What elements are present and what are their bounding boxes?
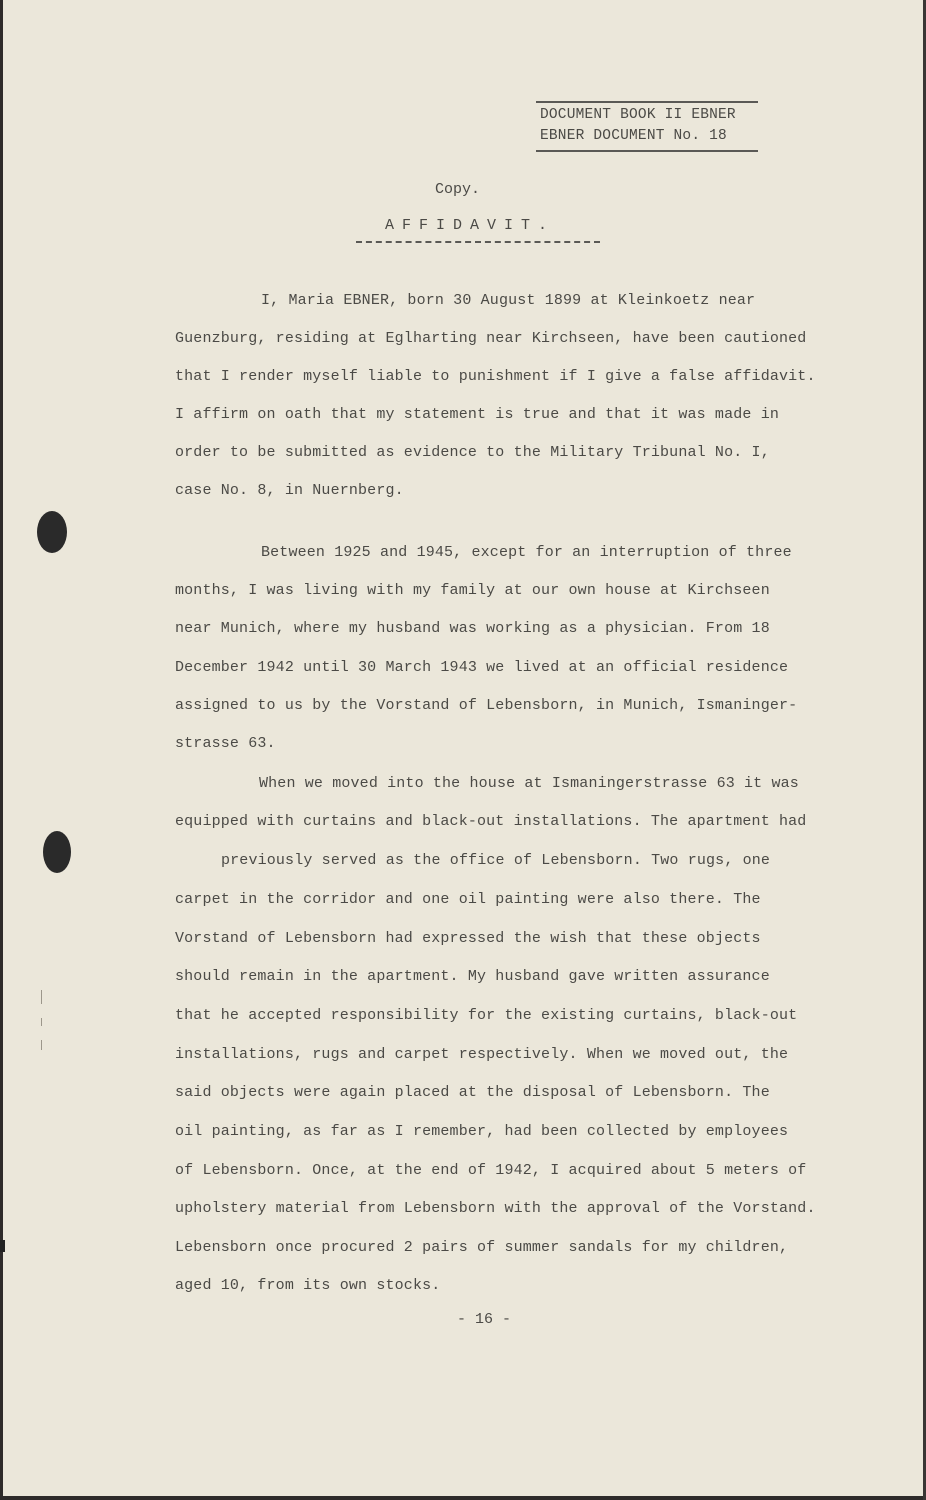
body-line: previously served as the office of Lebensborn. Two rugs, one bbox=[221, 852, 771, 869]
margin-mark bbox=[41, 1040, 42, 1050]
body-line: strasse 63. bbox=[175, 735, 276, 752]
body-line: Guenzburg, residing at Eglharting near Kirchseen, have been cautioned bbox=[175, 330, 807, 347]
body-line: Vorstand of Lebensborn had expressed the wish that these objects bbox=[175, 930, 761, 947]
margin-mark bbox=[41, 990, 42, 1004]
copy-label: Copy. bbox=[435, 181, 481, 198]
document-book-label: DOCUMENT BOOK II EBNER bbox=[540, 107, 736, 123]
page-number: - 16 - bbox=[457, 1311, 512, 1328]
body-line: aged 10, from its own stocks. bbox=[175, 1277, 441, 1294]
body-line: said objects were again placed at the disposal of Lebensborn. The bbox=[175, 1084, 770, 1101]
punch-hole bbox=[37, 511, 67, 553]
edge-mark bbox=[0, 1240, 5, 1252]
punch-hole bbox=[43, 831, 71, 873]
body-line: I, Maria EBNER, born 30 August 1899 at Kleinkoetz near bbox=[261, 292, 756, 309]
body-line: near Munich, where my husband was working as a physician. From 18 bbox=[175, 620, 770, 637]
body-line: that he accepted responsibility for the existing curtains, black-out bbox=[175, 1007, 798, 1024]
body-line: Between 1925 and 1945, except for an interruption of three bbox=[261, 544, 792, 561]
body-line: case No. 8, in Nuernberg. bbox=[175, 482, 404, 499]
body-line: order to be submitted as evidence to the Military Tribunal No. I, bbox=[175, 444, 770, 461]
body-line: months, I was living with my family at our own house at Kirchseen bbox=[175, 582, 770, 599]
document-title: AFFIDAVIT. bbox=[385, 217, 556, 234]
body-line: carpet in the corridor and one oil painting were also there. The bbox=[175, 891, 761, 908]
body-line: I affirm on oath that my statement is true and that it was made in bbox=[175, 406, 779, 423]
margin-mark bbox=[41, 1018, 42, 1026]
document-number-label: EBNER DOCUMENT No. 18 bbox=[540, 128, 727, 144]
body-line: oil painting, as far as I remember, had been collected by employees bbox=[175, 1123, 789, 1140]
body-line: upholstery material from Lebensborn with the approval of the Vorstand. bbox=[175, 1200, 816, 1217]
document-page bbox=[3, 0, 923, 1496]
body-line: of Lebensborn. Once, at the end of 1942, I acquired about 5 meters of bbox=[175, 1162, 807, 1179]
body-line: Lebensborn once procured 2 pairs of summer sandals for my children, bbox=[175, 1239, 789, 1256]
body-line: When we moved into the house at Ismaningerstrasse 63 it was bbox=[259, 775, 799, 792]
body-line: installations, rugs and carpet respectively. When we moved out, the bbox=[175, 1046, 789, 1063]
title-underline bbox=[356, 241, 600, 243]
body-line: equipped with curtains and black-out installations. The apartment had bbox=[175, 813, 807, 830]
body-line: that I render myself liable to punishment if I give a false affidavit. bbox=[175, 368, 816, 385]
body-line: should remain in the apartment. My husband gave written assurance bbox=[175, 968, 770, 985]
document-reference-box bbox=[536, 101, 758, 152]
body-line: December 1942 until 30 March 1943 we lived at an official residence bbox=[175, 659, 789, 676]
body-line: assigned to us by the Vorstand of Lebensborn, in Munich, Ismaninger- bbox=[175, 697, 798, 714]
